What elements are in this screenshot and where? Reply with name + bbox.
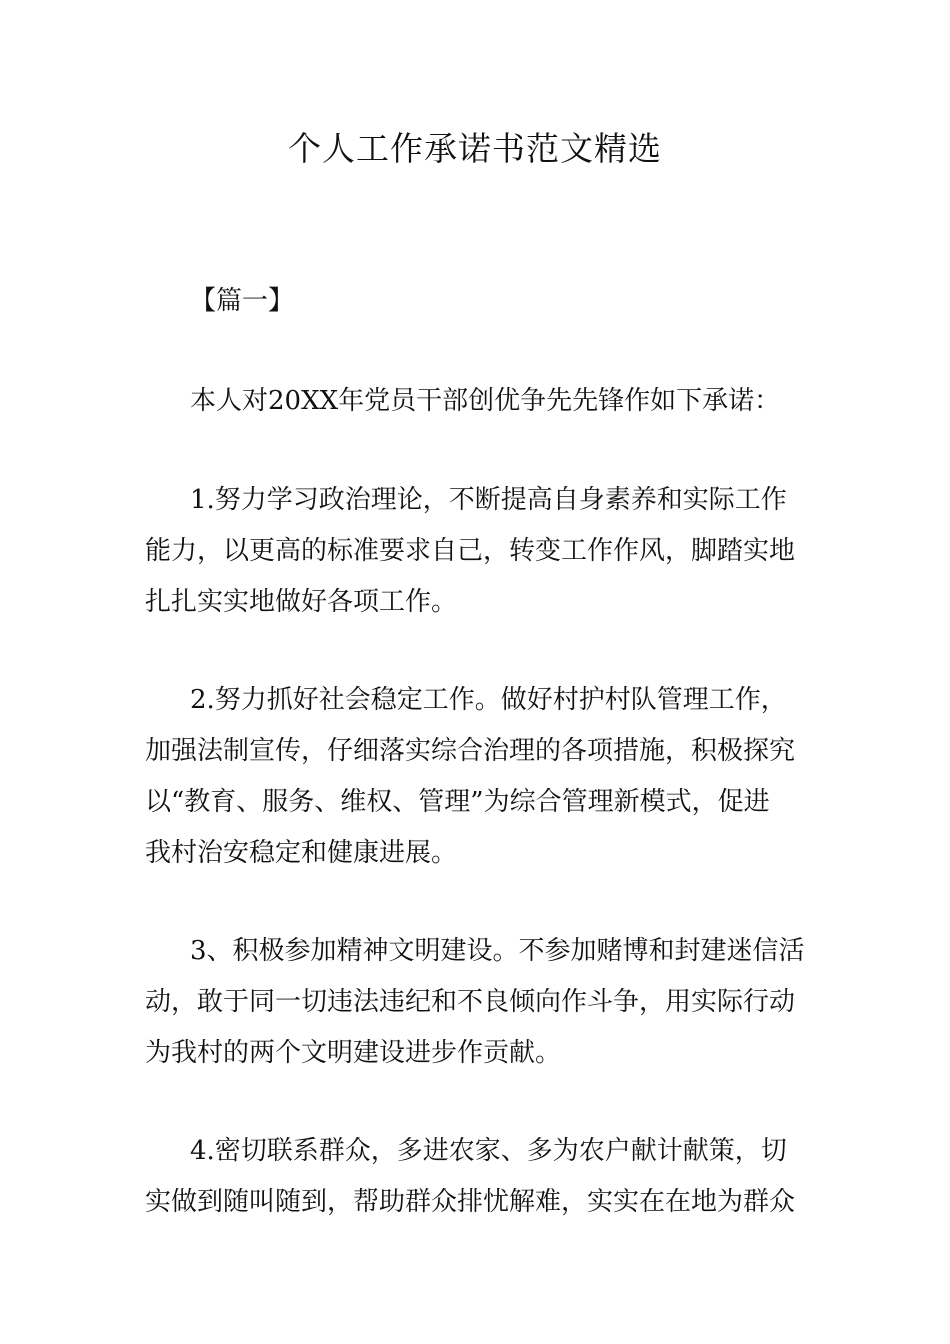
item-1-line-3: 扎扎实实地做好各项工作。 (145, 587, 458, 617)
document-title: 个人工作承诺书范文精选 (288, 129, 662, 168)
item-3-line-3: 为我村的两个文明建设进步作贡献。 (145, 1038, 562, 1068)
item-2-line-3: 以“教育、服务、维权、管理”为综合管理新模式，促进 (145, 787, 770, 817)
item-3-line-2: 动，敢于同一切违法违纪和不良倾向作斗争，用实际行动 (145, 987, 796, 1017)
item-1-line-2: 能力，以更高的标准要求自己，转变工作作风，脚踏实地 (145, 536, 796, 566)
item-2-line-2: 加强法制宣传，仔细落实综合治理的各项措施，积极探究 (145, 736, 796, 766)
item-1-line-1: 1.努力学习政治理论，不断提高自身素养和实际工作 (190, 485, 787, 515)
item-2-line-1: 2.努力抓好社会稳定工作。做好村护村队管理工作， (190, 685, 787, 715)
item-4-line-1: 4.密切联系群众，多进农家、多为农户献计献策，切 (190, 1136, 787, 1166)
section-label: 【篇一】 (190, 286, 295, 316)
item-2-line-4: 我村治安稳定和健康进展。 (145, 838, 458, 868)
item-4-line-2: 实做到随叫随到，帮助群众排忧解难，实实在在地为群众 (145, 1187, 796, 1217)
intro-paragraph: 本人对20XX年党员干部创优争先先锋作如下承诺： (190, 386, 781, 416)
item-3-line-1: 3、积极参加精神文明建设。不参加赌博和封建迷信活 (190, 936, 805, 966)
